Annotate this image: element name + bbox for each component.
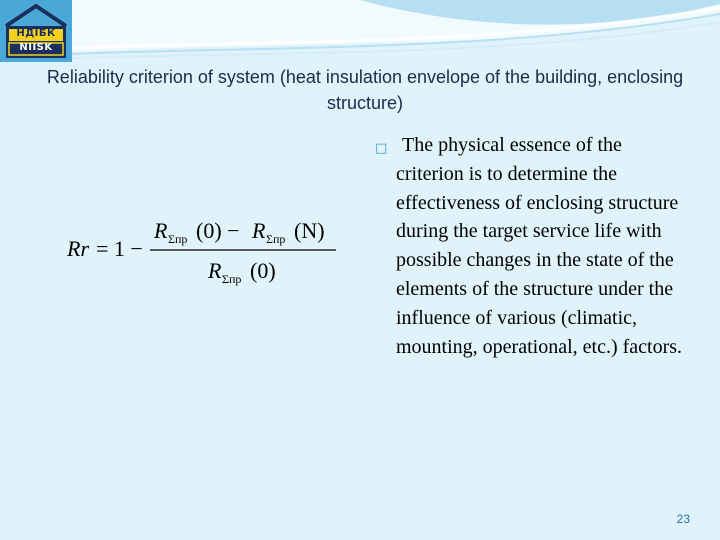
page-number: 23 <box>676 512 690 526</box>
logo-text-bottom: NIISK <box>19 42 53 53</box>
formula-one-minus: = 1 − <box>96 236 143 261</box>
formula-numerator-arg2: (N) <box>294 218 325 243</box>
formula-numerator-sub2: Σпр <box>266 232 286 246</box>
formula-numerator-arg1: (0) − <box>196 218 240 243</box>
wave-decoration <box>0 0 720 70</box>
formula-denominator-sub: Σпр <box>222 272 242 286</box>
formula-numerator-r1: R <box>154 218 168 243</box>
logo-text-top: НДІБК <box>16 28 56 39</box>
square-bullet-icon: □ <box>375 141 388 156</box>
slide-title: Reliability criterion of system (heat insulation envelope of the building, enclosing structure) <box>46 67 684 113</box>
reliability-formula <box>62 210 352 290</box>
formula-denominator-arg: (0) <box>250 258 276 283</box>
formula-lhs: Rr <box>67 236 89 261</box>
formula-denominator-r: R <box>208 258 222 283</box>
bullet-text: The physical essence of the criterion is to determine the effectiveness of enclosing structure during the target service life with possible changes in the state of the elements of the structure under the influence of various (climatic, mounting, operational, etc.) factors. <box>396 134 683 358</box>
formula-numerator-sub1: Σпр <box>168 232 188 246</box>
institute-logo <box>0 0 72 62</box>
bullet-item <box>372 131 682 361</box>
header-decoration <box>0 0 720 70</box>
formula-numerator-r2: R <box>252 218 266 243</box>
